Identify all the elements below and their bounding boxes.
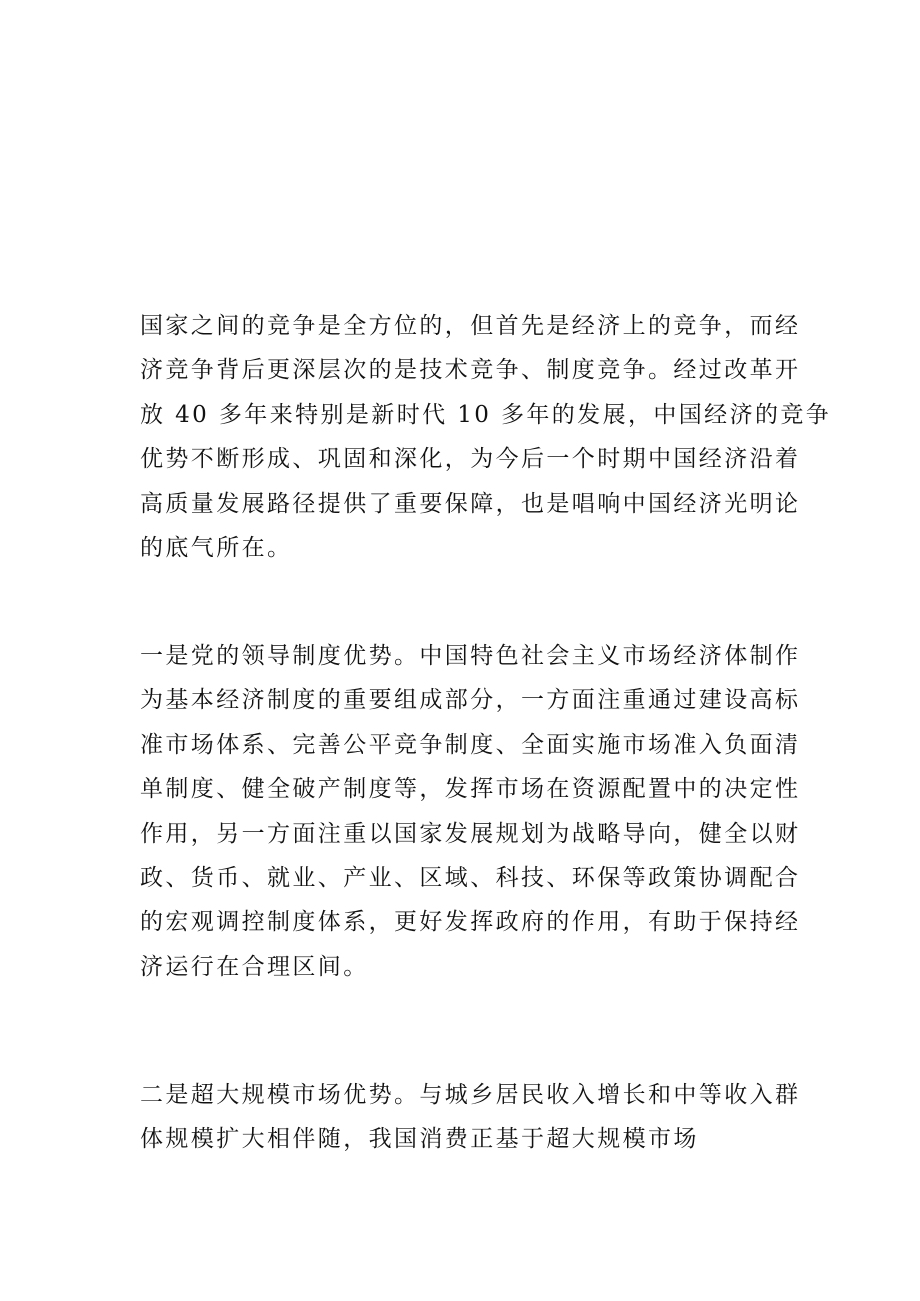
text-line: 一是党的领导制度优势。中国特色社会主义市场经济体制作 [140,643,801,669]
paragraph-market-scale [140,1073,801,1162]
text-line: 二是超大规模市场优势。与城乡居民收入增长和中等收入群 [140,1082,801,1108]
text-line: 作用，另一方面注重以国家发展规划为战略导向，健全以财 [140,820,801,847]
text-line: 国家之间的竞争是全方位的，但首先是经济上的竞争，而经 [140,313,801,339]
text-line: 优势不断形成、巩固和深化，为今后一个时期中国经济沿着 [140,446,801,473]
text-line: 放 40 多年来特别是新时代 10 多年的发展，中国经济的竞争 [140,401,832,428]
text-line: 准市场体系、完善公平竞争制度、全面实施市场准入负面清 [140,731,801,758]
text-line: 济竞争背后更深层次的是技术竞争、制度竞争。经过改革开 [140,357,801,384]
text-line: 政、货币、就业、产业、区域、科技、环保等政策协调配合 [140,864,801,891]
text-line: 济运行在合理区间。 [140,953,369,980]
paragraph-party-leadership [140,634,801,989]
text-line: 的底气所在。 [140,534,293,561]
paragraph-intro [140,304,832,570]
text-line: 为基本经济制度的重要组成部分，一方面注重通过建设高标 [140,687,801,714]
text-line: 体规模扩大相伴随，我国消费正基于超大规模市场 [140,1126,699,1153]
text-line: 的宏观调控制度体系，更好发挥政府的作用，有助于保持经 [140,909,801,936]
text-line: 单制度、健全破产制度等，发挥市场在资源配置中的决定性 [140,776,801,803]
text-line: 高质量发展路径提供了重要保障，也是唱响中国经济光明论 [140,490,801,517]
